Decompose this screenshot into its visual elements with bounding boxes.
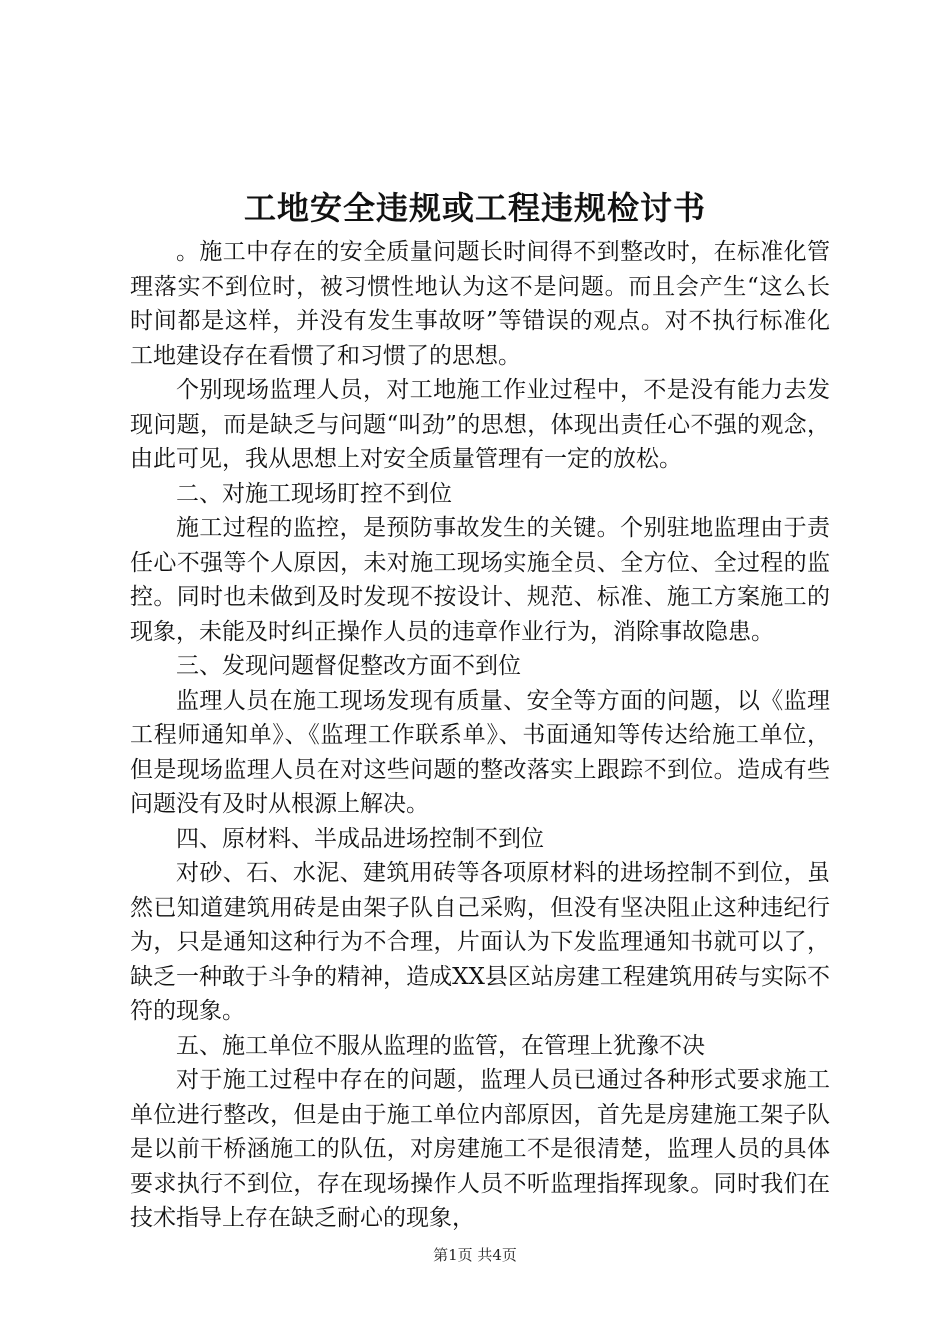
section-heading: 四、原材料、半成品进场控制不到位 <box>176 825 544 852</box>
section-heading: 二、对施工现场盯控不到位 <box>176 480 452 507</box>
body-paragraph: 个别现场监理人员，对工地施工作业过程中，不是没有能力去发现问题，而是缺乏与问题“叫劲”的思想，体现出责任心不强的观念，由此可见，我从思想上对安全质量管理有一定的放松。 <box>130 377 830 472</box>
section-heading: 三、发现问题督促整改方面不到位 <box>176 653 521 679</box>
body-paragraph: 对砂、石、水泥、建筑用砖等各项原材料的进场控制不到位，虽然已知道建筑用砖是由架子队自己采购，但没有坚决阻止这种违纪行为，只是通知这种行为不合理，片面认为下发监理通知书就可以了，缺乏一种敢于斗争的精神，造成XX县区站房建工程建筑用砖与实际不符的现象。 <box>130 860 830 1024</box>
body-paragraph: 施工过程的监控，是预防事故发生的关键。个别驻地监理由于责任心不强等个人原因，未对施工现场实施全员、全方位、全过程的监控。同时也未做到及时发现不按设计、规范、标准、施工方案施工的现象，未能及时纠正操作人员的违章作业行为，消除事故隐患。 <box>130 515 830 645</box>
body-paragraph: 。施工中存在的安全质量问题长时间得不到整改时，在标准化管理落实不到位时，被习惯性地认为这不是问题。而且会产生“这么长时间都是这样，并没有发生事故呀”等错误的观点。对不执行标准化工地建设存在看惯了和习惯了的思想。 <box>130 239 830 369</box>
document-body <box>130 235 830 1236</box>
page-footer <box>0 1245 950 1265</box>
page-number: 第1页 共4页 <box>433 1246 517 1264</box>
body-paragraph: 对于施工过程中存在的问题，监理人员已通过各种形式要求施工单位进行整改，但是由于施工单位内部原因，首先是房建施工架子队是以前干桥涵施工的队伍，对房建施工不是很清楚，监理人员的具体要求执行不到位，存在现场操作人员不听监理指挥现象。同时我们在技术指导上存在缺乏耐心的现象， <box>130 1067 830 1231</box>
document-title: 工地安全违规或工程违规检讨书 <box>243 189 706 227</box>
section-heading: 五、施工单位不服从监理的监管，在管理上犹豫不决 <box>176 1032 705 1059</box>
body-paragraph: 监理人员在施工现场发现有质量、安全等方面的问题，以《监理工程师通知单》、《监理工作联系单》、书面通知等传达给施工单位，但是现场监理人员在对这些问题的整改落实上跟踪不到位。造成有些问题没有及时从根源上解决。 <box>130 687 830 817</box>
